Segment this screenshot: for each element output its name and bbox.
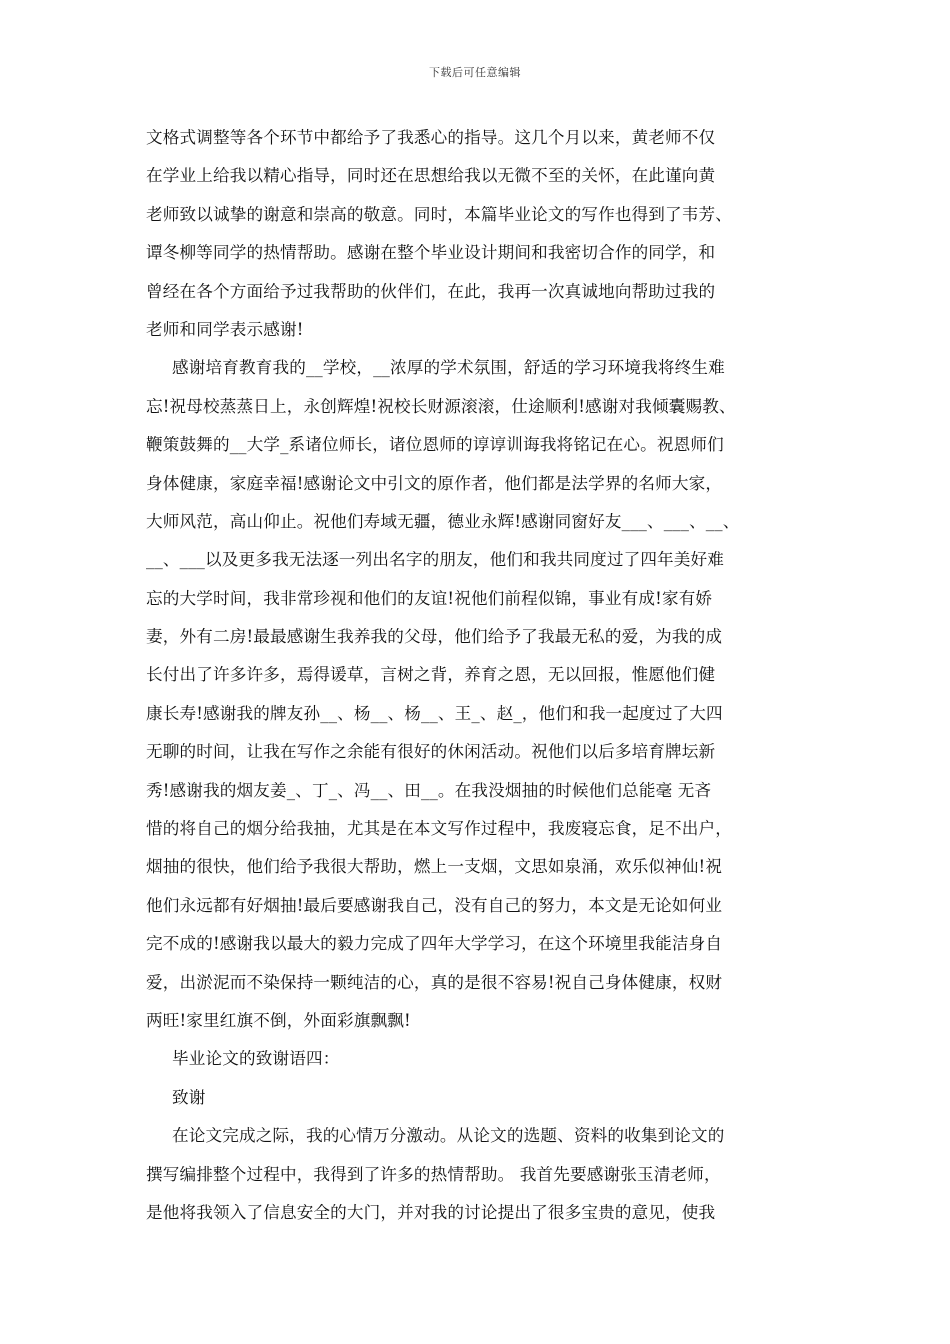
text-line: 身体健康，家庭幸福!感谢论文中引文的原作者，他们都是法学界的名师大家， [146, 473, 723, 493]
text-line: 秀!感谢我的烟友姜_、丁_、冯__、田__。在我没烟抽的时候他们总能毫 无吝 [146, 780, 712, 800]
text-line: 爱，出淤泥而不染保持一颗纯洁的心，真的是很不容易!祝自己身体健康，权财 [146, 972, 723, 992]
text-line: 烟抽的很快，他们给予我很大帮助，燃上一支烟，文思如泉涌，欢乐似神仙!祝 [146, 857, 723, 877]
text-line: 是他将我领入了信息安全的大门，并对我的讨论提出了很多宝贵的意见，使我 [146, 1202, 716, 1222]
text-line: 在学业上给我以精心指导，同时还在思想给我以无微不至的关怀，在此谨向黄 [146, 166, 716, 186]
text-line: 惜的将自己的烟分给我抽，尤其是在本文写作过程中，我废寝忘食，足不出户， [146, 819, 733, 839]
page-header: 下载后可任意编辑 [429, 66, 521, 79]
text-line: 感谢培育教育我的__学校，__浓厚的学术氛围，舒适的学习环境我将终生难 [172, 358, 725, 378]
text-line: 撰写编排整个过程中，我得到了许多的热情帮助。 我首先要感谢张玉清老师， [146, 1164, 721, 1184]
document-body [146, 119, 810, 1232]
text-line: 文格式调整等各个环节中都给予了我悉心的指导。这几个月以来，黄老师不仅 [146, 128, 716, 147]
text-line: 毕业论文的致谢语四： [172, 1049, 340, 1069]
text-line: 无聊的时间，让我在写作之余能有很好的休闲活动。祝他们以后多培育牌坛新 [146, 742, 716, 762]
text-line: 老师致以诚挚的谢意和崇高的敬意。同时，本篇毕业论文的写作也得到了韦芳、 [146, 204, 733, 224]
text-line: 老师和同学表示感谢! [146, 319, 304, 339]
text-line: 长付出了许多许多，焉得谖草，言树之背，养育之恩，无以回报，惟愿他们健 [146, 665, 716, 685]
text-line: 康长寿!感谢我的牌友孙__、杨__、杨__、王_、赵_，他们和我一起度过了大四 [146, 703, 723, 723]
text-line: 妻，外有二房!最最感谢生我养我的父母，他们给予了我最无私的爱，为我的成 [146, 627, 723, 647]
text-line: 完不成的!感谢我以最大的毅力完成了四年大学学习，在这个环境里我能洁身自 [146, 934, 723, 954]
text-line: 两旺!家里红旗不倒，外面彩旗飘飘! [146, 1010, 411, 1030]
text-line: 他们永远都有好烟抽!最后要感谢我自己，没有自己的努力，本文是无论如何业 [146, 895, 723, 915]
text-line: __、___以及更多我无法逐一列出名字的朋友，他们和我共同度过了四年美好难 [146, 550, 725, 570]
text-line: 鞭策鼓舞的__大学_系诸位师长，诸位恩师的谆谆训诲我将铭记在心。祝恩师们 [146, 435, 724, 455]
text-line: 在论文完成之际，我的心情万分激动。从论文的选题、资料的收集到论文的 [172, 1126, 725, 1146]
text-line: 谭冬柳等同学的热情帮助。感谢在整个毕业设计期间和我密切合作的同学，和 [146, 243, 716, 263]
text-line: 致谢 [172, 1087, 206, 1107]
text-line: 曾经在各个方面给予过我帮助的伙伴们，在此，我再一次真诚地向帮助过我的 [146, 281, 716, 301]
text-line: 忘的大学时间，我非常珍视和他们的友谊!祝他们前程似锦，事业有成!家有娇 [146, 588, 713, 608]
text-line: 大师风范，高山仰止。祝他们寿域无疆，德业永辉!感谢同窗好友___、___、__、 [146, 511, 740, 531]
text-line: 忘!祝母校蒸蒸日上，永创辉煌!祝校长财源滚滚，仕途顺利!感谢对我倾囊赐教、 [146, 396, 736, 416]
